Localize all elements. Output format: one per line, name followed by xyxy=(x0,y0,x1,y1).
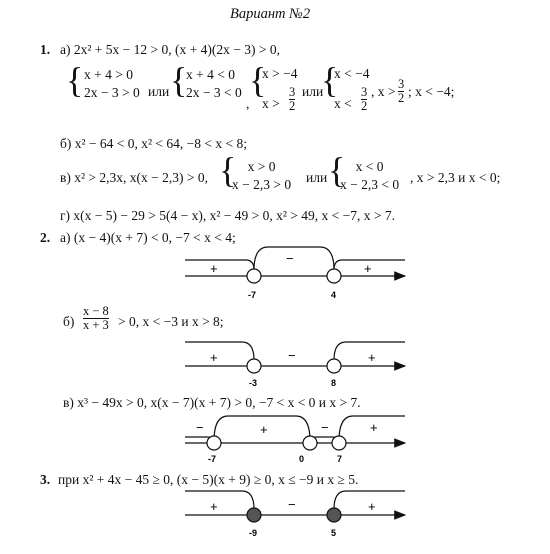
or-word: или xyxy=(306,170,328,185)
point-label: -3 xyxy=(249,378,258,388)
problem-2b-post: > 0, x < −3 и x > 8; xyxy=(118,314,224,329)
point-label: 0 xyxy=(299,454,305,464)
or-word: или xyxy=(302,84,324,99)
system-3-line-1: x > −4 xyxy=(262,66,298,81)
open-point xyxy=(332,436,346,450)
problem-2b-pre: б) xyxy=(63,314,75,329)
comma: , xyxy=(246,96,250,111)
interval-diagram-1 xyxy=(185,247,405,300)
open-point xyxy=(327,269,341,283)
system-2-line-1: x + 4 < 0 xyxy=(186,67,235,82)
sign-label: + xyxy=(210,261,218,276)
problem-2-number: 2. xyxy=(40,230,51,245)
sign-label: + xyxy=(210,499,218,514)
problem-1g-line: г) x(x − 5) − 29 > 5(4 − x), x² − 49 > 0, x² > 49, x < −7, x > 7. xyxy=(60,208,395,223)
system-brace: { xyxy=(328,150,346,190)
system-brace: { xyxy=(219,150,237,190)
sign-label: + xyxy=(368,499,376,514)
fraction-3-2: 3 2 xyxy=(289,85,296,113)
system-v2: x < 0 x − 2,3 < 0 xyxy=(340,159,400,192)
point-label: 8 xyxy=(331,378,337,388)
open-point xyxy=(303,436,317,450)
sign-label: + xyxy=(260,422,268,437)
interval-diagram-3 xyxy=(185,416,405,464)
sign-label: + xyxy=(368,350,376,365)
point-label: -7 xyxy=(208,454,217,464)
sign-label: − xyxy=(288,497,296,512)
system-brace: { xyxy=(66,60,84,100)
open-point xyxy=(247,359,261,373)
problem-1b-line: б) x² − 64 < 0, x² < 64, −8 < x < 8; xyxy=(60,136,248,151)
fraction-2b: x − 8 x + 3 xyxy=(83,304,109,332)
problem-1a-line: а) 2x² + 5x − 12 > 0, (x + 4)(2x − 3) > 0, xyxy=(60,42,280,57)
system-4-line-1: x < −4 xyxy=(334,66,370,81)
sign-label: − xyxy=(321,420,329,435)
system-4-line-2: x < xyxy=(334,96,352,111)
sign-label: − xyxy=(286,251,294,266)
open-point xyxy=(247,269,261,283)
system-brace: { xyxy=(321,60,339,100)
system-v1: x > 0 x − 2,3 > 0 xyxy=(232,159,292,192)
page-title: Вариант №2 xyxy=(230,6,311,22)
point-label: 7 xyxy=(337,454,343,464)
system-3-line-2: x > xyxy=(262,96,280,111)
problem-2a-line: а) (x − 4)(x + 7) < 0, −7 < x < 4; xyxy=(60,230,236,245)
problem-1-number: 1. xyxy=(40,42,51,57)
open-point xyxy=(207,436,221,450)
problem-3-number: 3. xyxy=(40,472,51,487)
answer-1a-pre: , x > xyxy=(371,84,396,99)
point-label: -7 xyxy=(248,290,257,300)
sign-label: + xyxy=(210,350,218,365)
problem-2v-line: в) x³ − 49x > 0, x(x − 7)(x + 7) > 0, −7 < x < 0 и x > 7. xyxy=(63,395,361,410)
problem-1v-pre: в) x² > 2,3x, x(x − 2,3) > 0, xyxy=(60,170,208,185)
system-1-line-1: x + 4 > 0 xyxy=(84,67,133,82)
open-point xyxy=(327,359,341,373)
closed-point xyxy=(327,508,341,522)
point-label: 5 xyxy=(331,528,337,538)
system-1-line-2: 2x − 3 > 0 xyxy=(84,85,140,100)
problem-3-line: при x² + 4x − 45 ≥ 0, (x − 5)(x + 9) ≥ 0, x ≤ −9 и x ≥ 5. xyxy=(58,472,359,487)
sign-label: + xyxy=(364,261,372,276)
fraction-3-2: 3 2 xyxy=(361,85,368,113)
sign-label: + xyxy=(370,420,378,435)
point-label: -9 xyxy=(249,528,258,538)
fraction-3-2: 3 2 xyxy=(398,77,405,105)
interval-diagram-4 xyxy=(185,491,405,538)
sign-label: − xyxy=(288,348,296,363)
or-word: или xyxy=(148,84,170,99)
answer-1a-post: ; x < −4; xyxy=(408,84,455,99)
system-brace: { xyxy=(170,60,188,100)
interval-diagram-2 xyxy=(185,342,405,388)
answer-1v: , x > 2,3 и x < 0; xyxy=(410,170,501,185)
closed-point xyxy=(247,508,261,522)
sign-label: − xyxy=(196,420,204,435)
system-2-line-2: 2x − 3 < 0 xyxy=(186,85,242,100)
point-label: 4 xyxy=(331,290,337,300)
system-brace: { xyxy=(249,60,267,100)
